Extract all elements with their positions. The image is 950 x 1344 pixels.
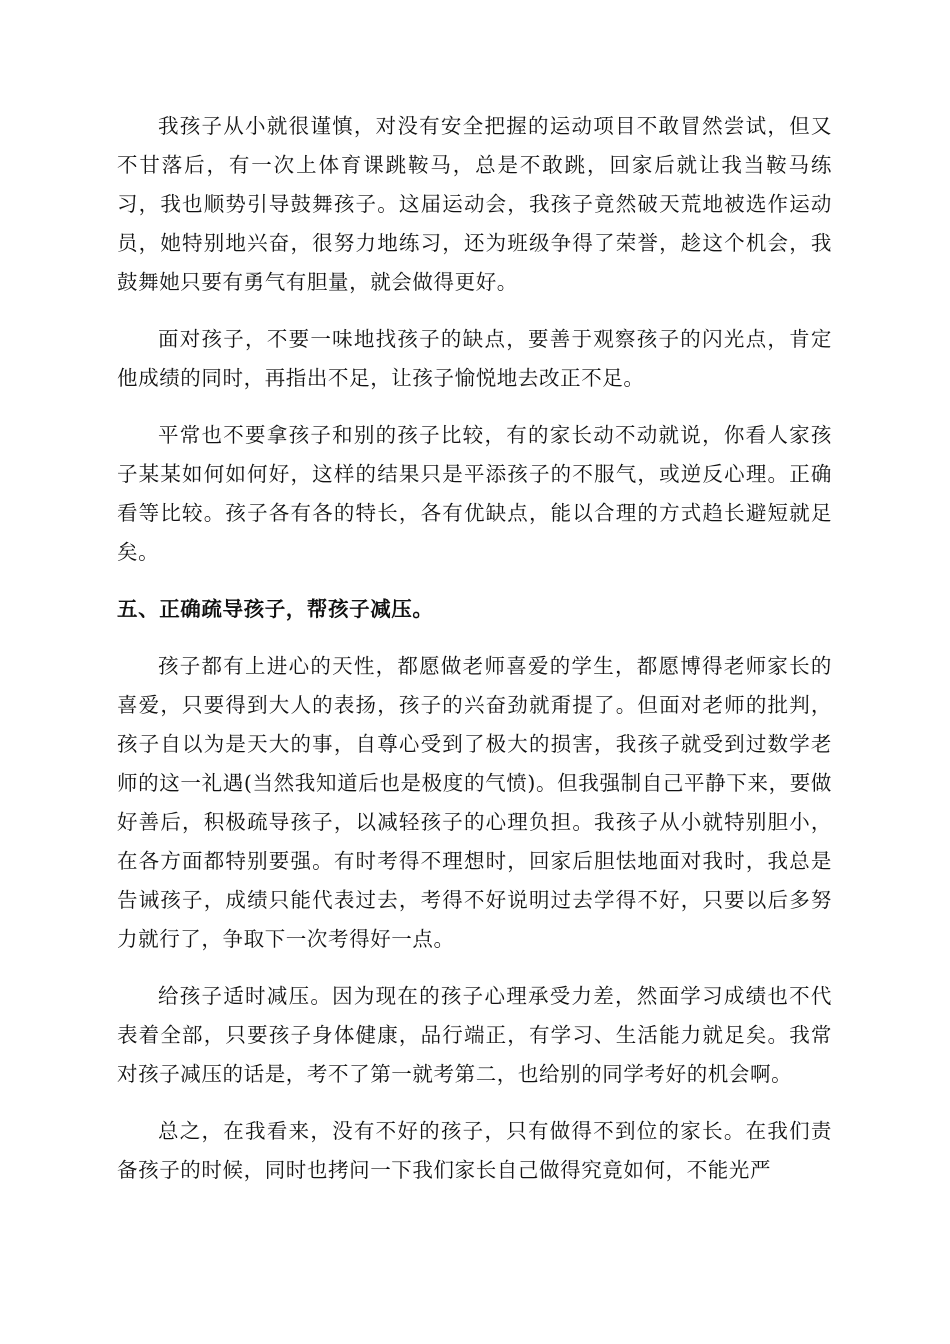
paragraph-strengths: 面对孩子，不要一味地找孩子的缺点，要善于观察孩子的闪光点，肯定他成绩的同时，再指出不足，让孩子愉悦地去改正不足。 — [117, 327, 832, 390]
paragraph-conclusion: 总之，在我看来，没有不好的孩子，只有做得不到位的家长。在我们责备孩子的时候，同时也拷问一下我们家长自己做得究竟如何，不能光严 — [117, 1119, 832, 1182]
document-page — [117, 107, 832, 1208]
paragraph-comparison: 平常也不要拿孩子和别的孩子比较，有的家长动不动就说，你看人家孩子某某如何如何好，这样的结果只是平添孩子的不服气，或逆反心理。正确看等比较。孩子各有各的特长，各有优缺点，能以合理的方式趋长避短就足矣。 — [117, 423, 832, 564]
paragraph-criticism: 孩子都有上进心的天性，都愿做老师喜爱的学生，都愿博得老师家长的喜爱，只要得到大人的表扬，孩子的兴奋劲就甭提了。但面对老师的批判，孩子自以为是天大的事，自尊心受到了极大的损害，我孩子就受到过数学老师的这一礼遇(当然我知道后也是极度的气愤)。但我强制自己平静下来，要做好善后，积极疏导孩子，以减轻孩子的心理负担。我孩子从小就特别胆小，在各方面都特别要强。有时考得不理想时，回家后胆怯地面对我时，我总是告诫孩子，成绩只能代表过去，考得不好说明过去学得不好，只要以后多努力就行了，争取下一次考得好一点。 — [117, 654, 832, 951]
section-heading: 五、正确疏导孩子，帮孩子减压。 — [117, 597, 434, 621]
paragraph-reduce-pressure: 给孩子适时减压。因为现在的孩子心理承受力差，然面学习成绩也不代表着全部，只要孩子身体健康，品行端正，有学习、生活能力就足矣。我常对孩子减压的话是，考不了第一就考第二，也给别的同学考好的机会啊。 — [117, 984, 832, 1086]
paragraph-vaulting: 我孩子从小就很谨慎，对没有安全把握的运动项目不敢冒然尝试，但又不甘落后，有一次上体育课跳鞍马，总是不敢跳，回家后就让我当鞍马练习，我也顺势引导鼓舞孩子。这届运动会，我孩子竟然破天荒地被选作运动员，她特别地兴奋，很努力地练习，还为班级争得了荣誉，趁这个机会，我鼓舞她只要有勇气有胆量，就会做得更好。 — [117, 114, 832, 294]
